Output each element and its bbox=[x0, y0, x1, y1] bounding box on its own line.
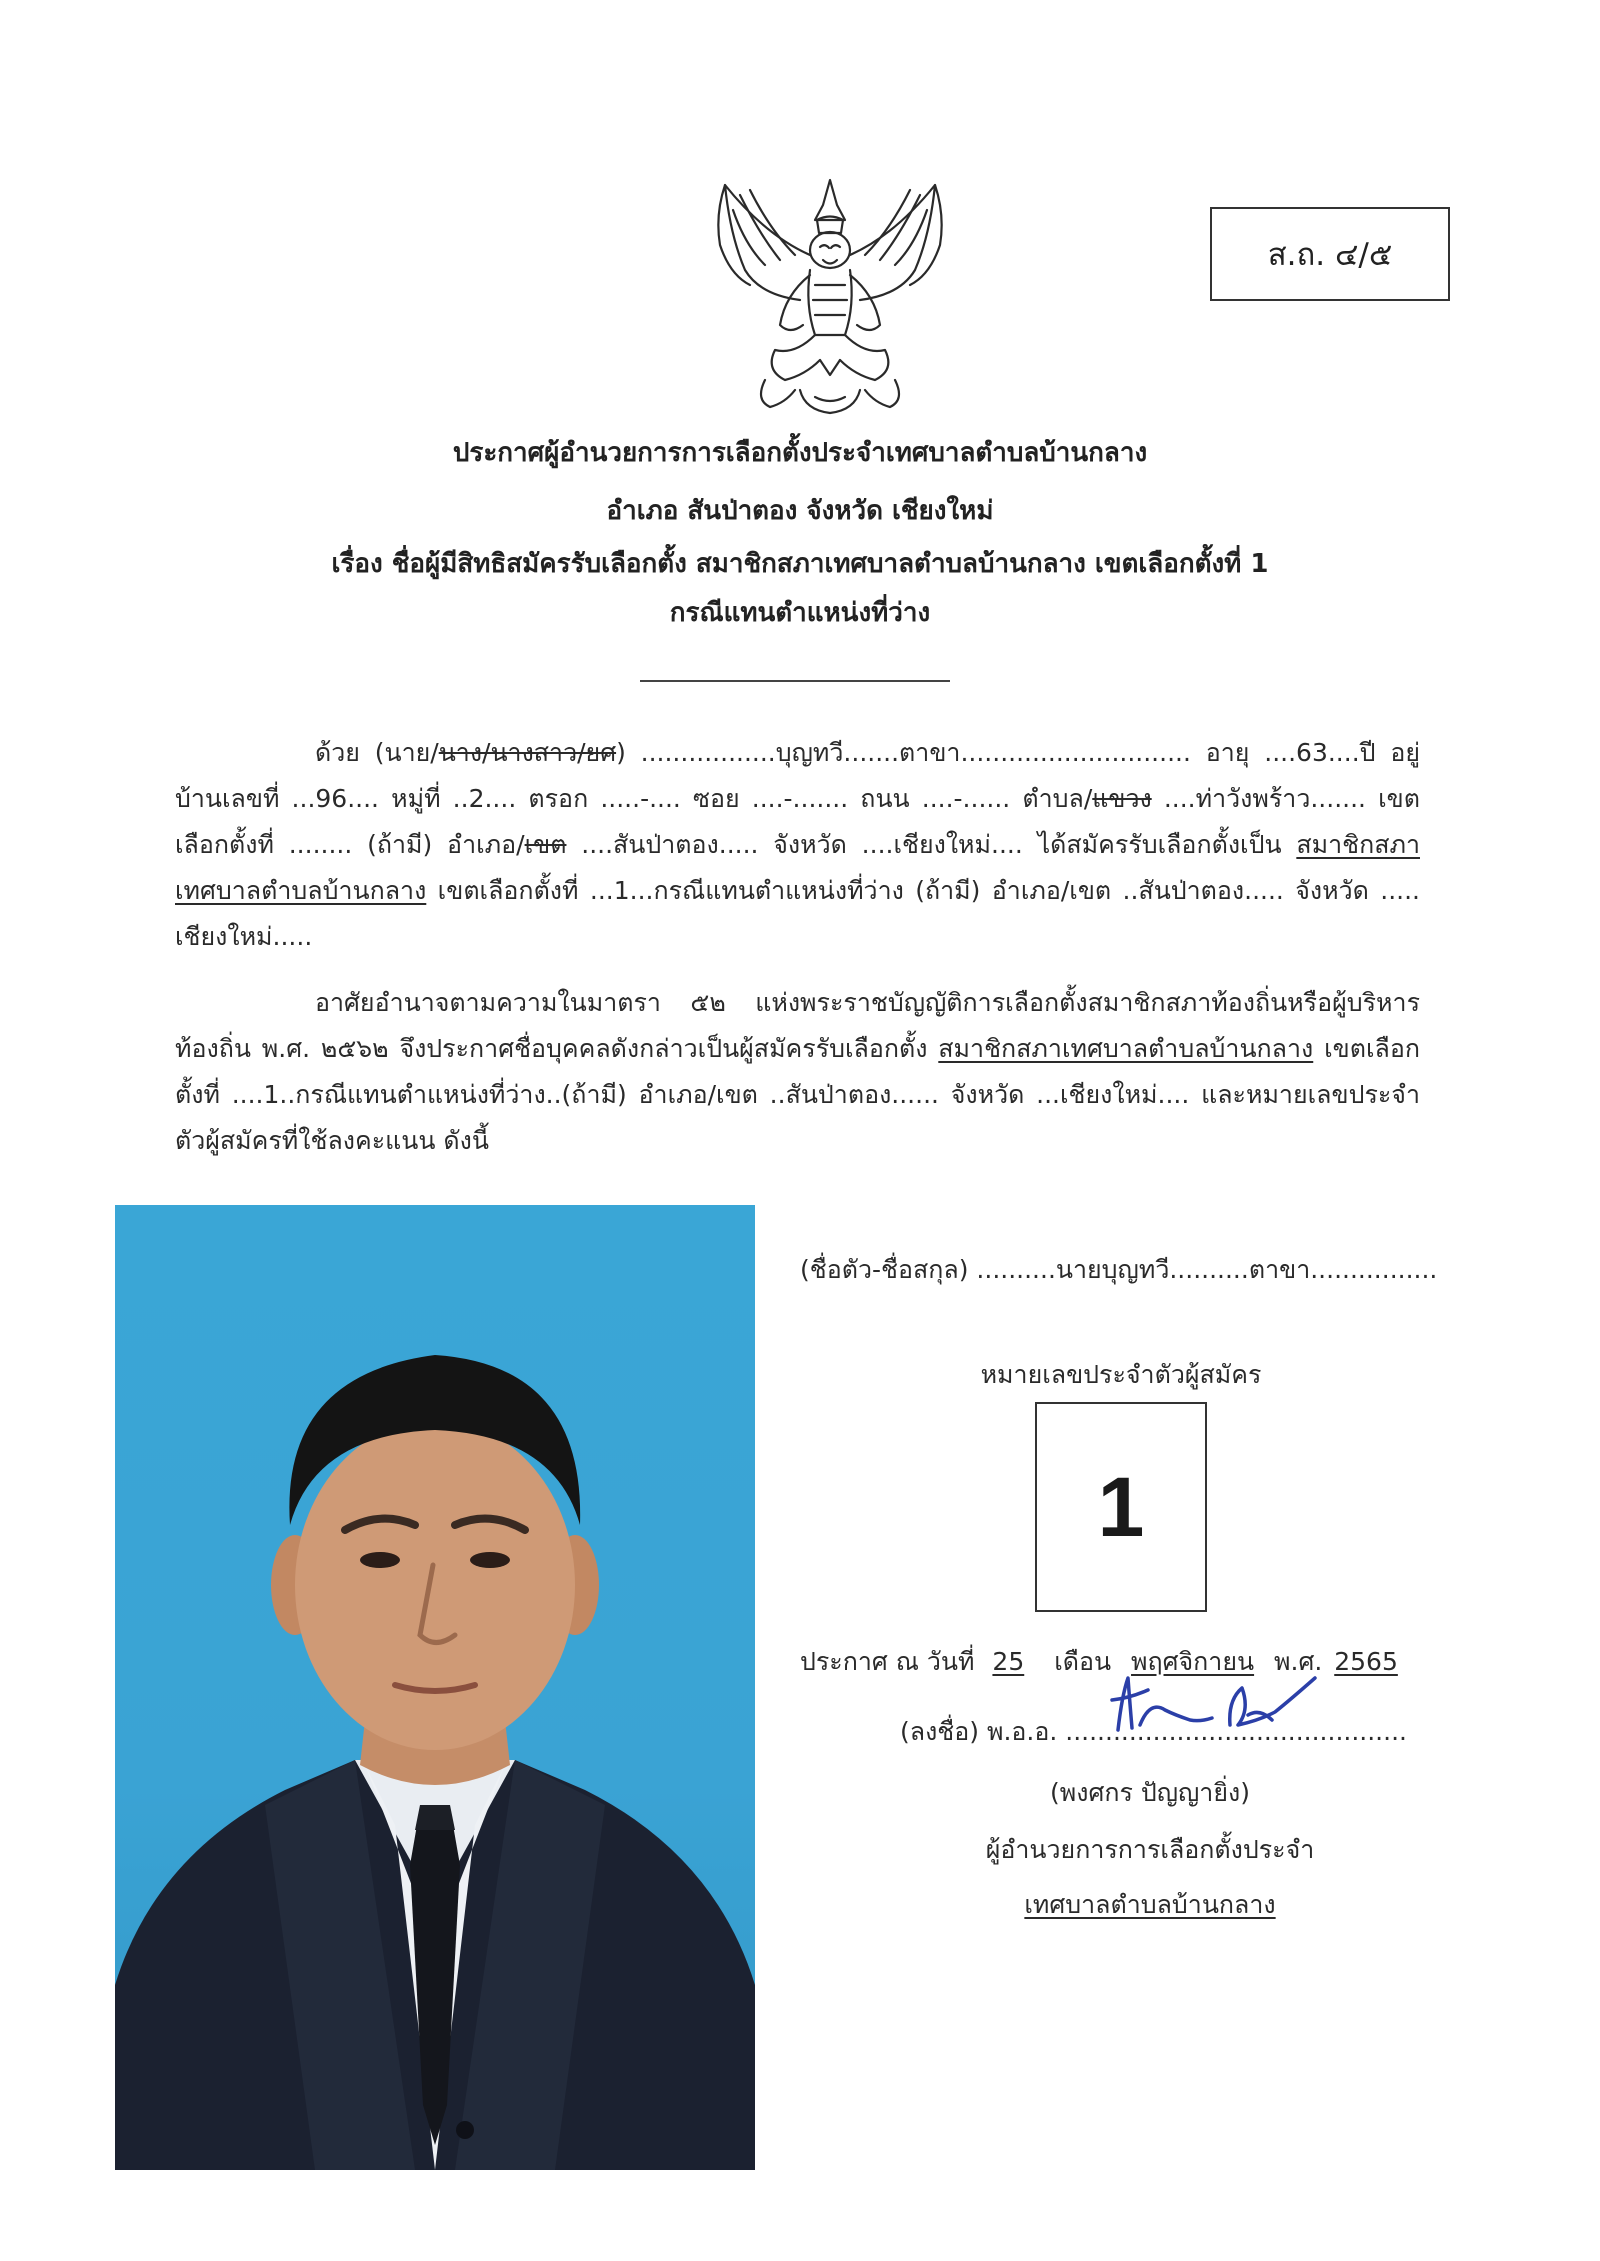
announcement-day: 25 bbox=[992, 1647, 1025, 1676]
signer-title: ผู้อำนวยการการเลือกตั้งประจำ bbox=[985, 1835, 1315, 1864]
struck-district: เขต bbox=[524, 830, 567, 859]
candidate-photo bbox=[115, 1205, 755, 2170]
legal-authority-paragraph: อาศัยอำนาจตามความในมาตรา ๕๒ แห่งพระราชบัญญัติการเลือกตั้งสมาชิกสภาท้องถิ่นหรือผู้บริหารท้องถิ่น พ.ศ. ๒๕๖๒ จึงประกาศชื่อบุคคลดังกล่าวเป็นผู้สมัครรับเลือกตั้ง สมาชิกสภาเทศบาลตำบลบ้านกลาง เขตเลือกตั้งที่ ....1..กรณีแทนตำแหน่งที่ว่าง..(ถ้ามี) อำเภอ/เขต ..สันป่าตอง...... จังหวัด ...เชียงใหม่.... และหมายเลขประจำตัวผู้สมัครที่ใช้ลงคะแนน ดังนี้ bbox=[175, 988, 1420, 1155]
announcement-year-label: พ.ศ. bbox=[1274, 1647, 1323, 1676]
candidate-number: 1 bbox=[1097, 1459, 1145, 1554]
garuda-emblem bbox=[705, 175, 955, 415]
position-underlined-2: สมาชิกสภาเทศบาลตำบลบ้านกลาง bbox=[938, 1034, 1314, 1063]
form-code-box bbox=[1210, 207, 1450, 301]
position-underlined: สมาชิกสภาเทศบาลตำบลบ้านกลาง bbox=[175, 830, 1420, 905]
candidate-portrait bbox=[115, 1205, 755, 2170]
struck-titles: นาง/นางสาว/ยศ bbox=[438, 738, 617, 767]
candidate-number-label: หมายเลขประจำตัวผู้สมัคร bbox=[980, 1360, 1262, 1389]
heading-line-4: กรณีแทนตำแหน่งที่ว่าง bbox=[669, 598, 931, 628]
candidate-details-paragraph: ด้วย (นาย/นาง/นางสาว/ยศ) .................บุญทวี.......ตาขา............................. อายุ ....63....ปี อยู่บ้านเลขที่ ...96.... หมู่ที่ ..2.... ตรอก .....-.... ซอย ....-....... ถนน ....-...... ตำบล/แขวง ....ท่าวังพร้าว....... เขตเลือกตั้งที่ ........ (ถ้ามี) อำเภอ/เขต ....สันป่าตอง..... จังหวัด ....เชียงใหม่.... ได้สมัครรับเลือกตั้งเป็น สมาชิกสภาเทศบาลตำบลบ้านกลาง เขตเลือกตั้งที่ ...1...กรณีแทนตำแหน่งที่ว่าง (ถ้ามี) อำเภอ/เขต ..สันป่าตอง..... จังหวัด ..... เชียงใหม่..... bbox=[175, 738, 1420, 951]
signer-name: (พงศกร ปัญญายิ่ง) bbox=[1050, 1778, 1250, 1807]
announcement-month-label: เดือน bbox=[1054, 1647, 1112, 1676]
struck-subdistrict: แขวง bbox=[1092, 784, 1152, 813]
heading-divider bbox=[640, 680, 950, 682]
signer-organization: เทศบาลตำบลบ้านกลาง bbox=[1024, 1890, 1276, 1919]
candidate-number-box bbox=[1035, 1402, 1207, 1612]
heading-line-2: อำเภอ สันป่าตอง จังหวัด เชียงใหม่ bbox=[606, 496, 994, 526]
form-code: ส.ถ. ๔/๕ bbox=[1267, 237, 1393, 273]
candidate-name-line: (ชื่อตัว-ชื่อสกุล) ..........นายบุญทวี..........ตาขา................ bbox=[800, 1255, 1438, 1284]
announcement-year: 2565 bbox=[1334, 1647, 1398, 1676]
heading-line-3: เรื่อง ชื่อผู้มีสิทธิสมัครรับเลือกตั้ง สมาชิกสภาเทศบาลตำบลบ้านกลาง เขตเลือกตั้งที่ 1 bbox=[331, 549, 1269, 579]
heading-line-1: ประกาศผู้อำนวยการการเลือกตั้งประจำเทศบาลตำบลบ้านกลาง bbox=[452, 438, 1148, 468]
announcement-prefix: ประกาศ ณ วันที่ bbox=[800, 1647, 975, 1676]
signature-line: (ลงชื่อ) พ.อ.อ. ........................................... bbox=[900, 1717, 1407, 1746]
announcement-month: พฤศจิกายน bbox=[1131, 1647, 1255, 1676]
